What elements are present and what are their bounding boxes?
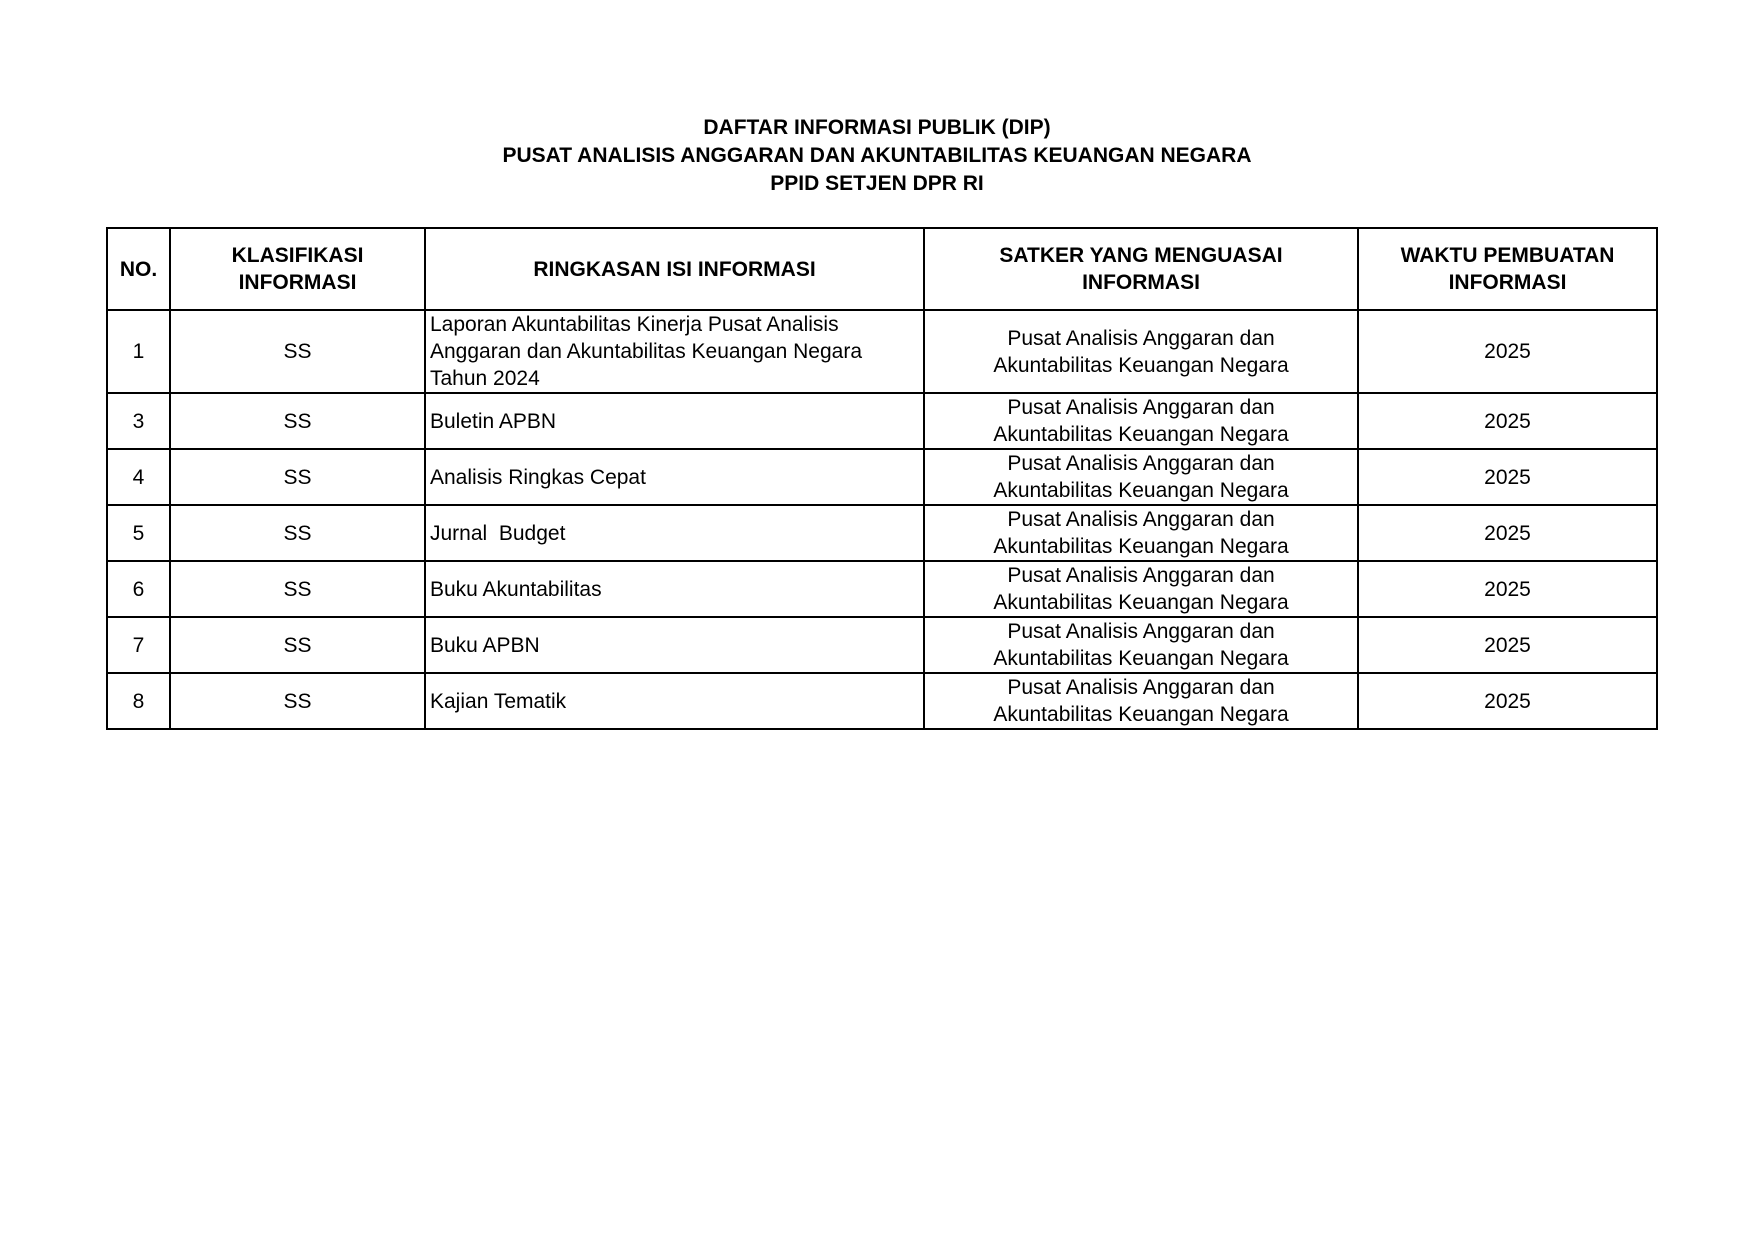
cell-satker: Pusat Analisis Anggaran dan Akuntabilitas Keuangan Negara: [924, 505, 1358, 561]
cell-no: 1: [107, 310, 170, 393]
cell-waktu: 2025: [1358, 617, 1657, 673]
column-header-ringkasan: RINGKASAN ISI INFORMASI: [425, 228, 924, 310]
cell-no: 5: [107, 505, 170, 561]
cell-waktu: 2025: [1358, 561, 1657, 617]
column-header-klasifikasi: KLASIFIKASI INFORMASI: [170, 228, 425, 310]
cell-klasifikasi: SS: [170, 561, 425, 617]
cell-waktu: 2025: [1358, 673, 1657, 729]
cell-ringkasan: Buku APBN: [425, 617, 924, 673]
table-row: [107, 617, 1657, 673]
cell-satker: Pusat Analisis Anggaran dan Akuntabilitas Keuangan Negara: [924, 310, 1358, 393]
table-row: [107, 561, 1657, 617]
table-row: [107, 449, 1657, 505]
cell-satker: Pusat Analisis Anggaran dan Akuntabilitas Keuangan Negara: [924, 449, 1358, 505]
table-row: [107, 673, 1657, 729]
cell-ringkasan: Buku Akuntabilitas: [425, 561, 924, 617]
table-header-row: [107, 228, 1657, 310]
cell-ringkasan: Analisis Ringkas Cepat: [425, 449, 924, 505]
title-line-3: PPID SETJEN DPR RI: [770, 172, 984, 195]
cell-satker: Pusat Analisis Anggaran dan Akuntabilitas Keuangan Negara: [924, 561, 1358, 617]
column-header-waktu: WAKTU PEMBUATAN INFORMASI: [1358, 228, 1657, 310]
document-title: [0, 114, 1754, 198]
cell-satker: Pusat Analisis Anggaran dan Akuntabilitas Keuangan Negara: [924, 393, 1358, 449]
table-row: [107, 505, 1657, 561]
cell-klasifikasi: SS: [170, 310, 425, 393]
title-line-2: PUSAT ANALISIS ANGGARAN DAN AKUNTABILITAS KEUANGAN NEGARA: [502, 144, 1252, 167]
table-row: [107, 310, 1657, 393]
cell-klasifikasi: SS: [170, 393, 425, 449]
cell-ringkasan: Jurnal Budget: [425, 505, 924, 561]
title-line-1: DAFTAR INFORMASI PUBLIK (DIP): [703, 116, 1051, 139]
cell-waktu: 2025: [1358, 393, 1657, 449]
cell-klasifikasi: SS: [170, 617, 425, 673]
column-header-no: NO.: [107, 228, 170, 310]
cell-ringkasan: Laporan Akuntabilitas Kinerja Pusat Analisis Anggaran dan Akuntabilitas Keuangan Negara Tahun 2024: [425, 310, 924, 393]
dip-table: [106, 227, 1658, 730]
cell-no: 4: [107, 449, 170, 505]
column-header-satker: SATKER YANG MENGUASAI INFORMASI: [924, 228, 1358, 310]
cell-ringkasan: Buletin APBN: [425, 393, 924, 449]
table-row: [107, 393, 1657, 449]
cell-waktu: 2025: [1358, 449, 1657, 505]
cell-no: 6: [107, 561, 170, 617]
cell-satker: Pusat Analisis Anggaran dan Akuntabilitas Keuangan Negara: [924, 673, 1358, 729]
cell-no: 3: [107, 393, 170, 449]
cell-no: 8: [107, 673, 170, 729]
cell-klasifikasi: SS: [170, 505, 425, 561]
cell-klasifikasi: SS: [170, 673, 425, 729]
cell-klasifikasi: SS: [170, 449, 425, 505]
cell-no: 7: [107, 617, 170, 673]
cell-waktu: 2025: [1358, 310, 1657, 393]
cell-waktu: 2025: [1358, 505, 1657, 561]
cell-satker: Pusat Analisis Anggaran dan Akuntabilitas Keuangan Negara: [924, 617, 1358, 673]
cell-ringkasan: Kajian Tematik: [425, 673, 924, 729]
